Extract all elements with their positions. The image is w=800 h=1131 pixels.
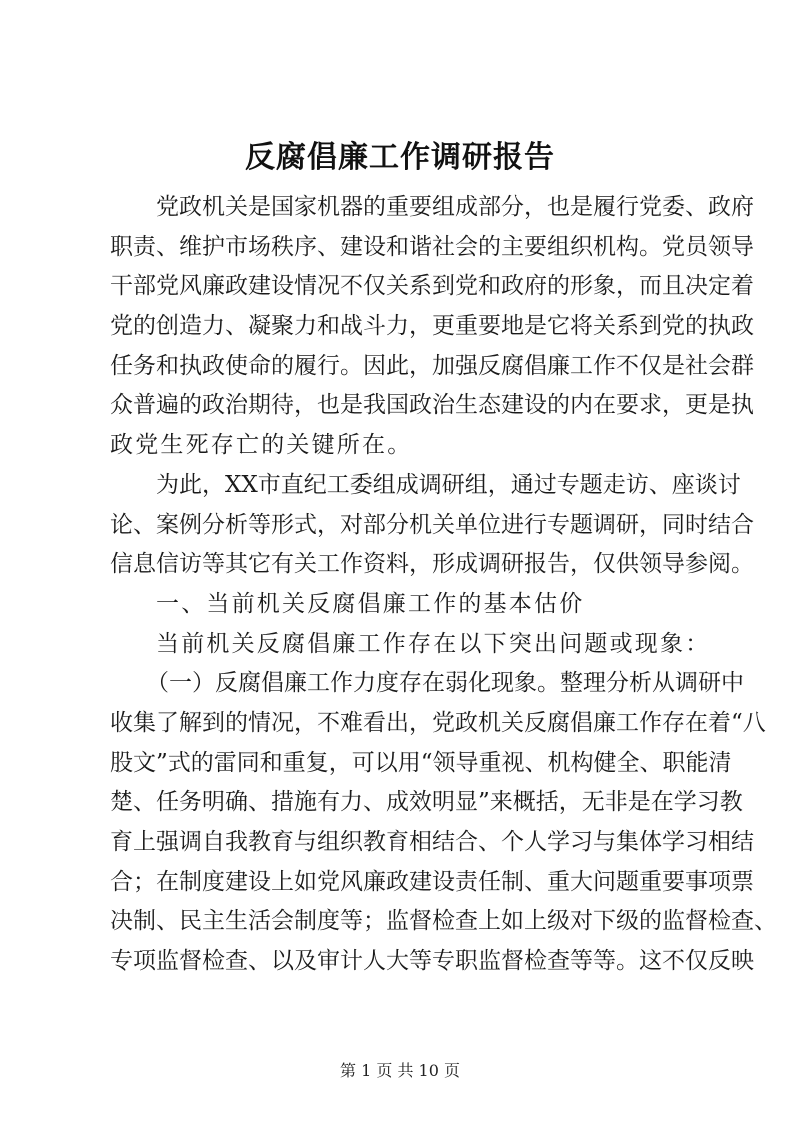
body-line: （ 一 ） 反 腐 倡 廉 工 作 力 度 存 在 弱 化 现 象 。 整 理 分 析 从 调 研 中: [146, 670, 744, 697]
body-line: 当前机关反腐倡廉工作存在以下突出问题或现象：: [156, 630, 711, 657]
body-line: 合 ； 在 制 度 建 设 上 如 党 风 廉 政 建 设 责 任 制 、 重 大 问 题 重 要 事 项 票: [110, 868, 754, 895]
body-line: 决 制 、 民 主 生 活 会 制 度 等 ； 监 督 检 查 上 如 上 级 对 下 级 的 监 督 检 查 、: [110, 908, 777, 935]
body-line: 专 项 监 督 检 查 、 以 及 审 计 人 大 等 专 职 监 督 检 查 等 等 。 这 不 仅 反 映: [110, 948, 754, 975]
body-line: 育 上 强 调 自 我 教 育 与 组 织 教 育 相 结 合 、 个 人 学 习 与 集 体 学 习 相 结: [110, 829, 754, 855]
body-line: 政党生死存亡的关键所在。: [110, 432, 413, 459]
body-line: 任 务 和 执 政 使 命 的 履 行 。 因 此 ， 加 强 反 腐 倡 廉 工 作 不 仅 是 社 会 群: [110, 352, 754, 379]
body-line: 众 普 遍 的 政 治 期 待 ， 也 是 我 国 政 治 生 态 建 设 的 内 在 要 求 ， 更 是 执: [110, 392, 754, 419]
body-line: 收 集 了 解 到 的 情 况 ， 不 难 看 出 ， 党 政 机 关 反 腐 倡 廉 工 作 存 在 着 “ 八: [110, 709, 766, 736]
body-line: 干 部 党 风 廉 政 建 设 情 况 不 仅 关 系 到 党 和 政 府 的 形 象 ， 而 且 决 定 着: [110, 273, 754, 300]
body-line: 论 、 案 例 分 析 等 形 式 ， 对 部 分 机 关 单 位 进 行 专 题 调 研 ， 同 时 结 合: [110, 511, 754, 538]
body-line: 党 的 创 造 力 、 凝 聚 力 和 战 斗 力 ， 更 重 要 地 是 它 将 关 系 到 党 的 执 政: [110, 313, 754, 340]
body-line: 为 此 ， X X 市 直 纪 工 委 组 成 调 研 组 ， 通 过 专 题 走 访 、 座 谈 讨: [156, 471, 741, 498]
body-line: 一、当前机关反腐倡廉工作的基本估价: [156, 590, 585, 617]
document-body: [110, 188, 777, 982]
body-line: 职 责 、 维 护 市 场 秩 序 、 建 设 和 谐 社 会 的 主 要 组 织 机 构 。 党 员 领 导: [110, 233, 754, 260]
body-line: 信 息 信 访 等 其 它 有 关 工 作 资 料 ， 形 成 调 研 报 告 ， 仅 供 领 导 参 阅 。: [110, 551, 754, 578]
body-line: 楚 、 任 务 明 确 、 措 施 有 力 、 成 效 明 显 ” 来 概 括 ， 无 非 是 在 学 习 教: [110, 789, 743, 816]
body-line: 股 文 ” 式 的 雷 同 和 重 复 ， 可 以 用 “ 领 导 重 视 、 机 构 健 全 、 职 能 清: [110, 749, 732, 776]
body-line: 党 政 机 关 是 国 家 机 器 的 重 要 组 成 部 分 ， 也 是 履 行 党 委 、 政 府: [156, 194, 754, 220]
document-title: 反腐倡廉工作调研报告: [245, 140, 555, 175]
page-footer: 第 1 页 共 10 页: [340, 1061, 460, 1080]
